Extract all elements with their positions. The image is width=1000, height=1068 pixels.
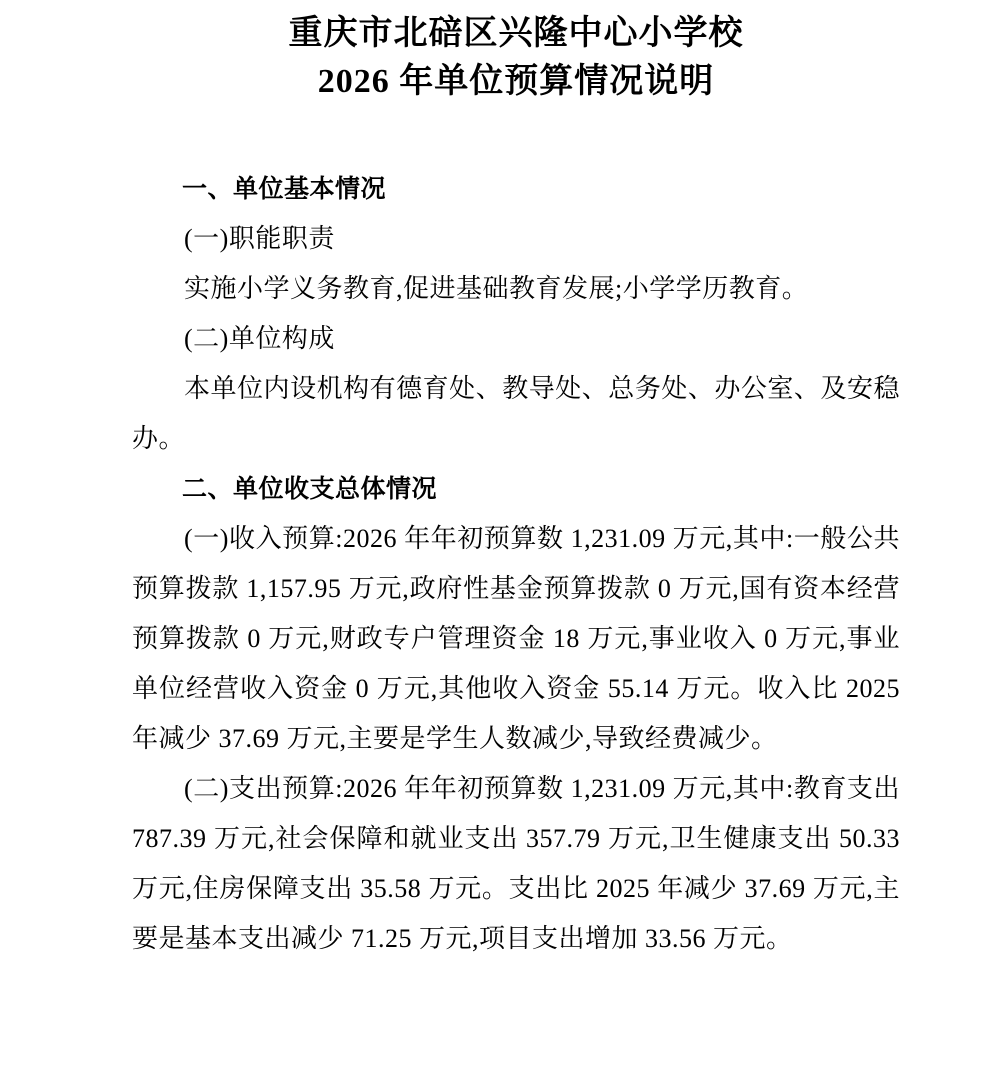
document-body — [132, 164, 900, 964]
paragraph-expenditure-budget: (二)支出预算:2026 年年初预算数 1,231.09 万元,其中:教育支出 787.39 万元,社会保障和就业支出 357.79 万元,卫生健康支出 50.33 万元,住房保障支出 35.58 万元。支出比 2025 年减少 37.69 万元,主要是基本支出减少 71.25 万元,项目支出增加 33.56 万元。 — [132, 774, 900, 953]
paragraph-income-budget: (一)收入预算:2026 年年初预算数 1,231.09 万元,其中:一般公共预算拨款 1,157.95 万元,政府性基金预算拨款 0 万元,国有资本经营预算拨款 0 万元,财政专户管理资金 18 万元,事业收入 0 万元,事业单位经营收入资金 0 万元,其他收入资金 55.14 万元。收入比 2025 年减少 37.69 万元,主要是学生人数减少,导致经费减少。 — [132, 524, 900, 753]
section-heading-budget-overview: 二、单位收支总体情况 — [182, 475, 438, 503]
document-title — [132, 10, 900, 106]
paragraph-duties-body: 实施小学义务教育,促进基础教育发展;小学学历教育。 — [184, 274, 809, 303]
paragraph-composition-subheading: (二)单位构成 — [184, 324, 335, 353]
document-title-line2: 2026 年单位预算情况说明 — [317, 63, 715, 100]
paragraph-composition-body: 本单位内设机构有德育处、教导处、总务处、办公室、及安稳办。 — [132, 374, 900, 453]
paragraph-duties-subheading: (一)职能职责 — [184, 224, 335, 253]
section-heading-basic-info: 一、单位基本情况 — [182, 175, 387, 203]
document-title-line1: 重庆市北碚区兴隆中心小学校 — [288, 15, 744, 52]
